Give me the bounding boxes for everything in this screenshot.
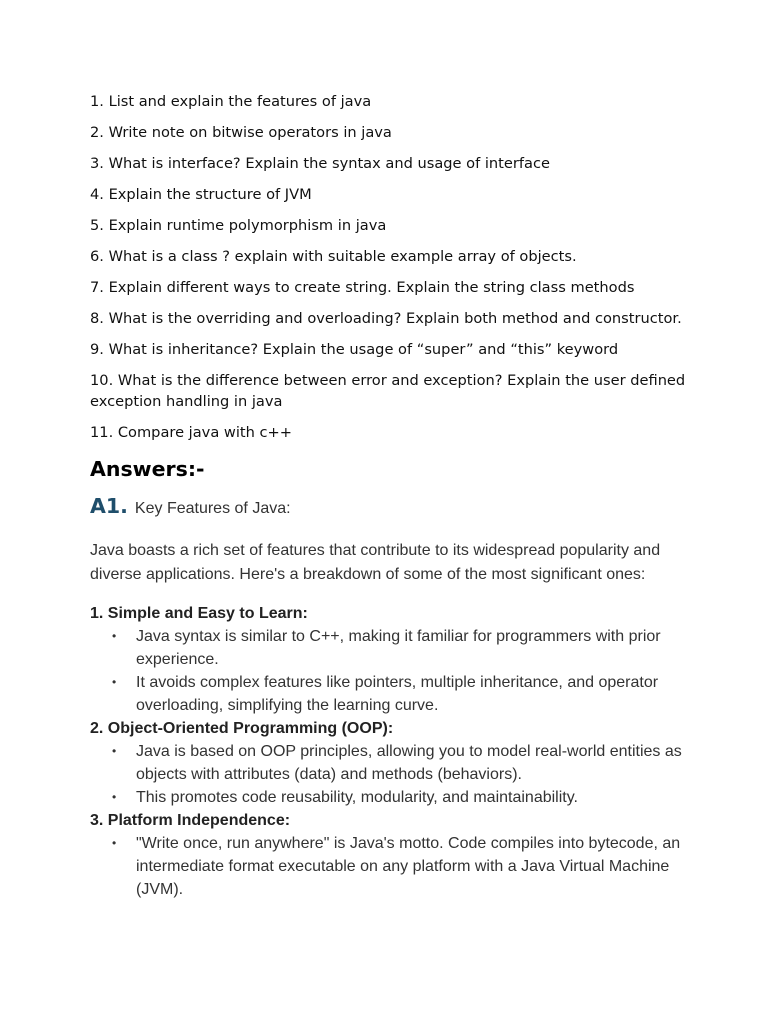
bullet-icon: •: [112, 629, 117, 643]
document-page: [90, 92, 690, 901]
question-item: 3. What is interface? Explain the syntax and usage of interface: [90, 155, 550, 172]
answer-1-title: Key Features of Java:: [134, 500, 291, 517]
feature-bullets: [90, 740, 690, 809]
feature-title: 1. Simple and Easy to Learn:: [90, 605, 308, 622]
answer-1-heading: [90, 492, 690, 523]
bullet-icon: •: [112, 790, 117, 804]
question-item: 9. What is inheritance? Explain the usage of “super” and “this” keyword: [90, 341, 619, 358]
question-item: 1. List and explain the features of java: [90, 93, 372, 110]
bullet-text: This promotes code reusability, modularity, and maintainability.: [136, 789, 578, 806]
bullet-icon: •: [112, 744, 117, 758]
list-item: [112, 671, 690, 717]
feature-title: 2. Object-Oriented Programming (OOP):: [90, 720, 394, 737]
answers-heading: Answers:-: [90, 457, 205, 481]
feature-title: 3. Platform Independence:: [90, 812, 291, 829]
question-item: 10. What is the difference between error and exception? Explain the user defined exception handling in java: [90, 372, 686, 410]
bullet-icon: •: [112, 675, 117, 689]
intro-paragraph: Java boasts a rich set of features that contribute to its widespread popularity and diverse applications. Here's a breakdown of some of the most significant ones:: [90, 542, 661, 583]
question-item: 7. Explain different ways to create string. Explain the string class methods: [90, 279, 635, 296]
bullet-text: It avoids complex features like pointers, multiple inheritance, and operator overloading, simplifying the learning curve.: [136, 674, 659, 714]
feature-bullets: [90, 832, 690, 901]
question-item: 4. Explain the structure of JVM: [90, 186, 312, 203]
list-item: [112, 832, 690, 901]
list-item: [112, 786, 690, 809]
feature-list: [90, 602, 690, 901]
bullet-text: Java is based on OOP principles, allowing you to model real-world entities as objects with attributes (data) and methods (behaviors).: [136, 743, 682, 783]
question-item: 11. Compare java with c++: [90, 423, 292, 441]
question-list: [90, 92, 690, 443]
list-item: [112, 740, 690, 786]
bullet-text: "Write once, run anywhere" is Java's motto. Code compiles into bytecode, an intermediate format executable on any platform with a Java Virtual Machine (JVM).: [136, 835, 681, 898]
question-item: 6. What is a class ? explain with suitable example array of objects.: [90, 248, 577, 265]
question-item: 2. Write note on bitwise operators in java: [90, 124, 392, 141]
question-item: 8. What is the overriding and overloading? Explain both method and constructor.: [90, 310, 682, 327]
feature-bullets: [90, 625, 690, 717]
answer-1-label: A1.: [90, 494, 128, 518]
question-item: 5. Explain runtime polymorphism in java: [90, 217, 387, 234]
bullet-text: Java syntax is similar to C++, making it familiar for programmers with prior experience.: [136, 628, 661, 668]
bullet-icon: •: [112, 836, 117, 850]
list-item: [112, 625, 690, 671]
